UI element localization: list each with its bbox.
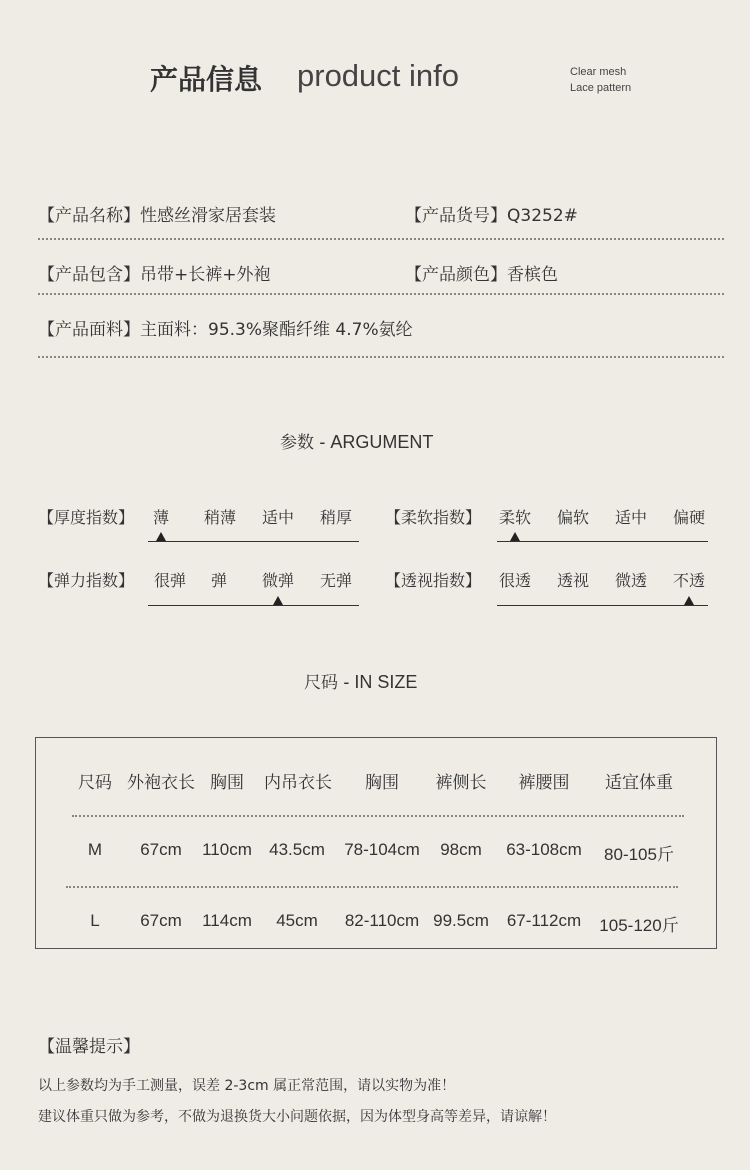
info-product-contents: 【产品包含】吊带+长裤+外袍: [38, 265, 271, 285]
argument-selected-marker: [684, 596, 694, 605]
size-table-cell: 110cm: [202, 840, 252, 859]
size-table-cell: 43.5cm: [269, 840, 325, 859]
size-table-header: 胸围: [210, 773, 244, 793]
argument-scale-line: [497, 605, 708, 606]
page-title-en: product info: [297, 58, 459, 93]
argument-option: 稍厚: [319, 508, 353, 527]
size-table-cell: 67cm: [140, 840, 182, 859]
argument-scale-line: [148, 605, 359, 606]
header-note-line1: Clear mesh: [570, 66, 627, 78]
divider: [38, 293, 724, 295]
size-section-title: [304, 668, 417, 693]
size-table-cell: 80-105斤: [604, 845, 674, 864]
argument-section-title: [280, 428, 433, 453]
size-table-header: 外袍衣长: [127, 773, 195, 793]
tips-title: 【温馨提示】: [38, 1037, 140, 1057]
argument-option: 微透: [614, 571, 648, 590]
size-table-cell: L: [90, 911, 100, 930]
argument-option: 柔软: [498, 508, 532, 527]
size-table-cell: 67cm: [140, 911, 182, 930]
argument-label: 【透视指数】: [385, 571, 482, 590]
size-table-cell: M: [87, 840, 103, 859]
size-title-cn: 尺码: [304, 673, 338, 693]
size-table-cell: 99.5cm: [433, 911, 489, 930]
argument-option: 薄: [152, 508, 170, 527]
size-table-cell: 82-110cm: [344, 911, 420, 930]
divider: [38, 356, 724, 358]
size-table-header: 裤侧长: [435, 773, 487, 793]
size-table-cell: 63-108cm: [506, 840, 582, 859]
info-product-sku: 【产品货号】Q3252#: [405, 206, 578, 226]
size-table-cell: 105-120斤: [599, 916, 679, 935]
argument-option: 偏硬: [672, 508, 706, 527]
argument-selected-marker: [510, 532, 520, 541]
argument-label: 【柔软指数】: [385, 508, 482, 527]
argument-label: 【厚度指数】: [38, 508, 135, 527]
argument-title-en: - ARGUMENT: [319, 432, 434, 452]
size-table-header: 尺码: [78, 773, 112, 793]
argument-option: 无弹: [319, 571, 353, 590]
info-product-color: 【产品颜色】香槟色: [405, 265, 558, 285]
size-table-cell: 45cm: [276, 911, 318, 930]
argument-scale-line: [497, 541, 708, 542]
argument-label: 【弹力指数】: [38, 571, 135, 590]
size-table-cell: 67-112cm: [506, 911, 582, 930]
size-table-cell: 78-104cm: [344, 840, 420, 859]
argument-option: 适中: [614, 508, 648, 527]
argument-option: 很透: [498, 571, 532, 590]
argument-option: 适中: [261, 508, 295, 527]
divider: [72, 815, 684, 817]
tips-line-1: 以上参数均为手工测量，误差 2-3cm 属正常范围，请以实物为准！: [38, 1078, 456, 1094]
divider: [66, 886, 678, 888]
argument-option: 微弹: [261, 571, 295, 590]
argument-option: 偏软: [556, 508, 590, 527]
argument-option: 很弹: [153, 571, 187, 590]
size-table-cell: 114cm: [202, 911, 252, 930]
argument-option: 透视: [556, 571, 590, 590]
info-product-name: 【产品名称】性感丝滑家居套装: [38, 206, 276, 226]
size-table-cell: 98cm: [440, 840, 482, 859]
argument-option: 不透: [672, 571, 706, 590]
argument-option: 稍薄: [203, 508, 237, 527]
info-product-fabric: 【产品面料】主面料：95.3%聚酯纤维 4.7%氨纶: [38, 320, 413, 340]
size-table-header: 胸围: [365, 773, 399, 793]
argument-title-cn: 参数: [280, 433, 314, 453]
size-table-header: 裤腰围: [518, 773, 570, 793]
argument-selected-marker: [156, 532, 166, 541]
size-table-header: 内吊衣长: [264, 773, 332, 793]
tips-line-2: 建议体重只做为参考，不做为退换货大小问题依据，因为体型身高等差异，请谅解！: [38, 1109, 556, 1125]
divider: [38, 238, 724, 240]
argument-option: 弹: [210, 571, 228, 590]
argument-scale-line: [148, 541, 359, 542]
size-table-header: 适宜体重: [605, 773, 673, 793]
page-title-cn: 产品信息: [150, 63, 263, 96]
argument-selected-marker: [273, 596, 283, 605]
header-note-line2: Lace pattern: [570, 82, 632, 94]
size-title-en: - IN SIZE: [343, 672, 418, 692]
